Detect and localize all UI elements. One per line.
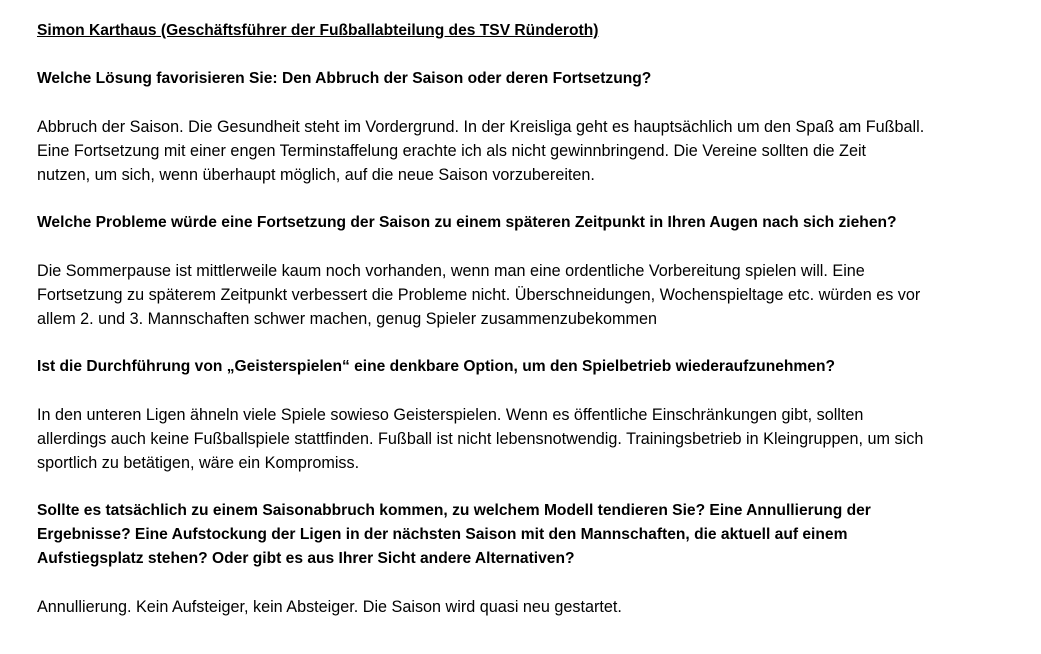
question: Welche Probleme würde eine Fortsetzung der Saison zu einem späteren Zeitpunkt in Ihren Augen nach sich ziehen? (37, 214, 897, 231)
question: Aufstiegsplatz stehen? Oder gibt es aus Ihrer Sicht andere Alternativen? (37, 550, 575, 567)
answer-line: allerdings auch keine Fußballspiele stattfinden. Fußball ist nicht lebensnotwendig. Trainingsbetrieb in Kleingruppen, um sich (37, 430, 924, 448)
qa-section-2 (37, 211, 924, 331)
answer-line: Abbruch der Saison. Die Gesundheit steht im Vordergrund. In der Kreisliga geht es hauptsächlich um den Spaß am Fußball. (37, 118, 925, 136)
answer-line: In den unteren Ligen ähneln viele Spiele sowieso Geisterspielen. Wenn es öffentliche Einschränkungen gibt, sollten (37, 406, 864, 424)
document-body (37, 19, 924, 619)
answer-line: Die Sommerpause ist mittlerweile kaum noch vorhanden, wenn man eine ordentliche Vorbereitung spielen will. Eine (37, 262, 865, 280)
qa-section-4 (37, 499, 924, 619)
answer-line: sportlich zu betätigen, wäre ein Kompromiss. (37, 454, 360, 472)
answer-line: Fortsetzung zu späterem Zeitpunkt verbessert die Probleme nicht. Überschneidungen, Wochenspieltage etc. würden es vor (37, 286, 921, 304)
answer-line: nutzen, um sich, wenn überhaupt möglich, auf die neue Saison vorzubereiten. (37, 166, 595, 184)
question: Sollte es tatsächlich zu einem Saisonabbruch kommen, zu welchem Modell tendieren Sie? Eine Annullierung der (37, 502, 871, 519)
answer-line: Annullierung. Kein Aufsteiger, kein Absteiger. Die Saison wird quasi neu gestartet. (37, 598, 622, 616)
answer-line: Eine Fortsetzung mit einer engen Terminstaffelung erachte ich als nicht gewinnbringend. Die Vereine sollten die Zeit (37, 142, 867, 160)
document-title: Simon Karthaus (Geschäftsführer der Fußballabteilung des TSV Ründeroth) (37, 22, 599, 39)
qa-section-3 (37, 355, 924, 475)
qa-section-1 (37, 67, 924, 187)
question: Ist die Durchführung von „Geisterspielen“ eine denkbare Option, um den Spielbetrieb wiederaufzunehmen? (37, 358, 836, 375)
question: Ergebnisse? Eine Aufstockung der Ligen in der nächsten Saison mit den Mannschaften, die aktuell auf einem (37, 526, 848, 543)
question: Welche Lösung favorisieren Sie: Den Abbruch der Saison oder deren Fortsetzung? (37, 70, 652, 87)
answer-line: allem 2. und 3. Mannschaften schwer machen, genug Spieler zusammenzubekommen (37, 310, 657, 328)
